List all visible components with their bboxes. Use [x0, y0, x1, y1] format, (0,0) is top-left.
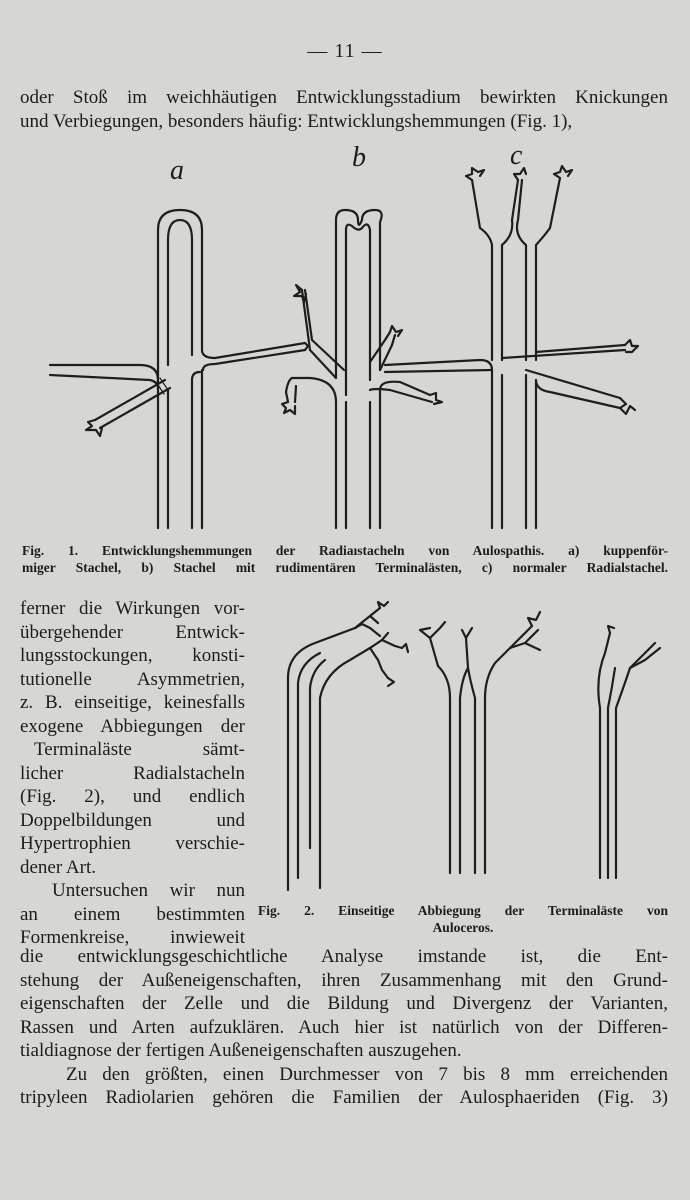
text-line: oder Stoß im weichhäutigen Entwicklungsstadium bewirkten Knickungen [20, 87, 668, 108]
body-paragraph [20, 945, 668, 1110]
page-number: — 11 — [307, 40, 383, 62]
figure-label-a: a [170, 155, 184, 186]
auloceros-spines-drawing [270, 598, 670, 898]
text-line: Terminaläste sämt- [34, 739, 245, 760]
figure-2 [270, 598, 670, 898]
text-line: Rassen und Arten aufzuklären. Auch hier ist natürlich von der Differen- [20, 1016, 668, 1038]
figure-1-caption [22, 542, 668, 576]
text-line: die entwicklungsgeschichtliche Analyse imstande ist, die Ent- [20, 946, 668, 967]
text-line: Formenkreise, inwieweit [20, 927, 245, 948]
text-line: stehung der Außeneigenschaften, ihren Zusammenhang mit den Grund- [20, 969, 668, 991]
text-line: übergehender Entwick- [20, 621, 245, 643]
text-line: und Verbiegungen, besonders häufig: Entwicklungshemmungen (Fig. 1), [20, 110, 573, 132]
text-line: tialdiagnose der fertigen Außeneigenschaften auszugehen. [20, 1040, 462, 1061]
radial-spines-drawing [40, 140, 660, 535]
side-column-paragraph [20, 597, 245, 950]
text-line: tutionelle Asymmetrien, [20, 668, 245, 690]
text-line: z. B. einseitige, keinesfalls [20, 692, 245, 713]
text-line: Zu den größten, einen Durchmesser von 7 bis 8 mm erreichenden [66, 1063, 668, 1085]
text-line: lungsstockungen, konsti- [20, 645, 245, 666]
figure-label-b: b [352, 142, 366, 173]
text-line: eigenschaften der Zelle und die Bildung und Divergenz der Varianten, [20, 993, 668, 1014]
text-line: Untersuchen wir nun [52, 880, 245, 901]
text-line: Doppelbildungen und [20, 809, 245, 831]
text-line: tripyleen Radiolarien gehören die Familien der Aulosphaeriden (Fig. 3) [20, 1087, 668, 1108]
spine-right [598, 626, 660, 878]
text-line: (Fig. 2), und endlich [20, 786, 245, 807]
spine-middle [420, 612, 540, 873]
caption-line: Fig. 1. Entwicklungshemmungen der Radiaıstacheln von Aulospathis. a) kuppenför- [22, 543, 668, 558]
caption-line: miger Stachel, b) Stachel mit rudimentären Terminalästen, c) normaler Radialstachel. [22, 560, 668, 575]
figure-label-c: c [510, 140, 523, 171]
text-line: Hypertrophien verschie- [20, 833, 245, 854]
caption-line: Auloceros. [432, 920, 494, 935]
spine-c [385, 166, 638, 528]
text-line: licher Radialstacheln [20, 762, 245, 784]
text-line: ferner die Wirkungen vor- [20, 598, 245, 619]
text-line: an einem bestimmten [20, 903, 245, 925]
figure-2-caption [258, 902, 668, 936]
spine-left [288, 602, 408, 890]
figure-1 [40, 140, 660, 535]
text-line: exogene Abbiegungen der [20, 715, 245, 737]
spine-a [50, 210, 308, 528]
caption-line: Fig. 2. Einseitige Abbiegung der Terminaläste von [258, 903, 668, 918]
intro-paragraph [20, 86, 668, 133]
text-line: dener Art. [20, 856, 96, 878]
spine-b [282, 210, 442, 528]
